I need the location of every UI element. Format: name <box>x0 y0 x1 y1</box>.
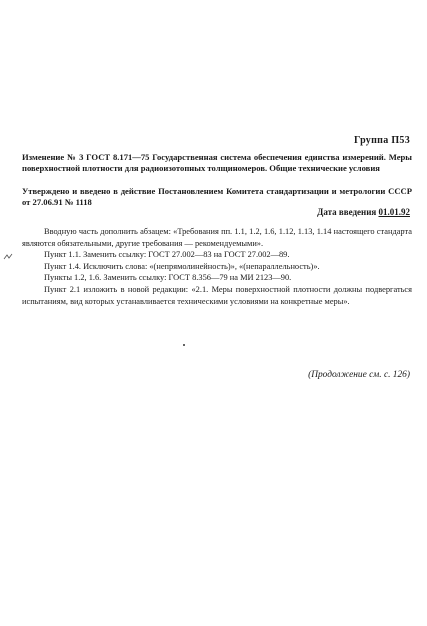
scan-artifact-mark <box>3 253 13 261</box>
scan-dot <box>183 344 185 346</box>
group-code: Группа П53 <box>354 135 410 146</box>
paragraph-item-2-1: Пункт 2.1 изложить в новой редакции: «2.1. Меры поверхностной плотности должны подвергаться испытаниям, вид которых устанавливается техническими условиями на конкретные меры». <box>22 284 412 306</box>
paragraph-intro: Вводную часть дополнить абзацем: «Требования пп. 1.1, 1.2, 1.6, 1.12, 1.13, 1.14 настоящего стандарта являются обязательными, другие требования — рекомендуемыми». <box>22 227 412 248</box>
paragraph-item-1-1: Пункт 1.1. Заменить ссылку: ГОСТ 27.002—83 на ГОСТ 27.002—89. <box>44 250 290 260</box>
paragraph-item-1-4: Пункт 1.4. Исключить слова: «(непрямолинейность)», «(непараллельность)». <box>44 261 320 271</box>
effective-date <box>200 207 410 217</box>
effective-date-label: Дата введения <box>317 207 377 217</box>
effective-date-value: 01.01.92 <box>378 207 410 217</box>
approval-statement: Утверждено и введено в действие Постановлением Комитета стандартизации и метрологии СССР от 27.06.91 № 1118 <box>22 186 412 207</box>
continuation-note: (Продолжение см. с. 126) <box>308 370 410 380</box>
change-title: Изменение № 3 ГОСТ 8.171—75 Государственная система обеспечения единства измерений. Меры поверхностной плотности для радиоизотопных толщиномеров. Общие технические условия <box>22 152 412 173</box>
paragraph-items-1-2-1-6: Пункты 1.2, 1.6. Заменить ссылку: ГОСТ 8.356—79 на МИ 2123—90. <box>44 273 292 283</box>
body-text <box>22 226 412 307</box>
